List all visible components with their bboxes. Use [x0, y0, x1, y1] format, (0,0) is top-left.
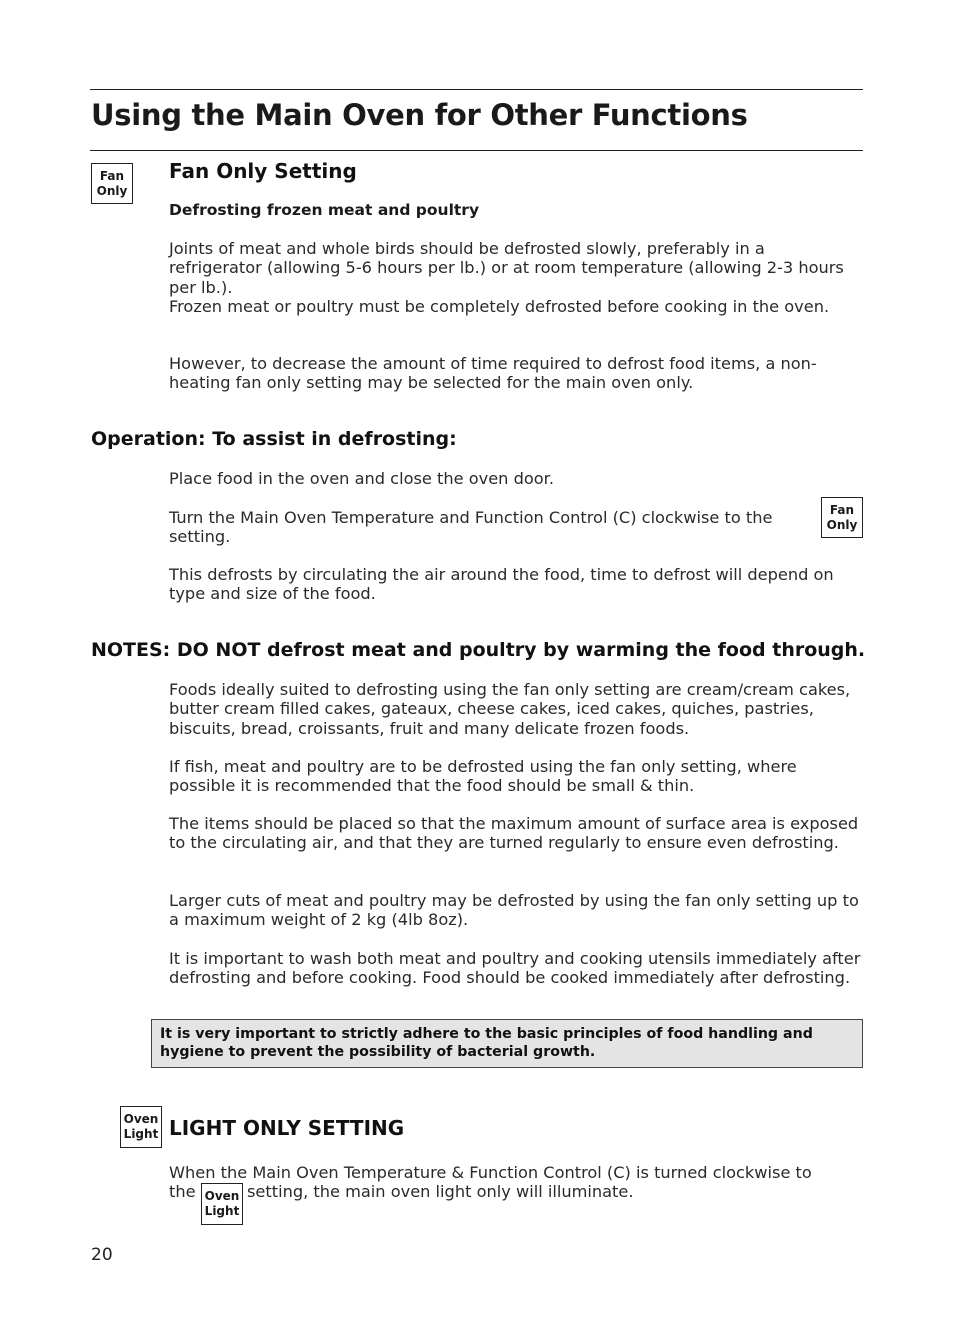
- fan-only-icon-line1: Fan: [99, 168, 125, 183]
- page-title: Using the Main Oven for Other Functions: [91, 98, 748, 132]
- fan-only-inline-line1: Fan: [829, 502, 855, 517]
- fan-only-inline-line2: Only: [826, 517, 858, 532]
- notes-para-1: Foods ideally suited to defrosting using the fan only setting are cream/cream cakes, butter cream filled cakes, gateaux, cheese cakes, iced cakes, quiches, pastries, biscuits, bread, croissants, fruit and many delicate frozen foods.: [169, 680, 851, 738]
- light-line-2-end: setting, the main oven light only will illuminate.: [247, 1182, 634, 1201]
- oven-light-icon-inline: [201, 1183, 243, 1225]
- fan-section-subheading: Defrosting frozen meat and poultry: [169, 201, 480, 219]
- notes-para-3: The items should be placed so that the maximum amount of surface area is exposed to the circulating air, and that they are turned regularly to ensure even defrosting.: [169, 814, 859, 853]
- operation-step-3: This defrosts by circulating the air around the food, time to defrost will depend on type and size of the food.: [169, 565, 834, 604]
- top-rule: [90, 89, 863, 90]
- fan-only-icon-line2: Only: [96, 183, 128, 198]
- notes-para-2: If fish, meat and poultry are to be defrosted using the fan only setting, where possible it is recommended that the food should be small & thin.: [169, 757, 797, 796]
- hygiene-warning-box: It is very important to strictly adhere to the basic principles of food handling and hygiene to prevent the possibility of bacterial growth.: [151, 1019, 863, 1068]
- fan-only-icon-inline: [821, 497, 863, 538]
- light-section-heading: LIGHT ONLY SETTING: [169, 1116, 405, 1140]
- page-number: 20: [91, 1245, 113, 1265]
- operation-step-2-end: setting.: [169, 527, 231, 547]
- fan-section-heading: Fan Only Setting: [169, 159, 357, 183]
- oven-light-icon-line2: Light: [123, 1127, 159, 1141]
- fan-para-2: Frozen meat or poultry must be completely defrosted before cooking in the oven.: [169, 297, 830, 316]
- operation-step-1: Place food in the oven and close the oven door.: [169, 469, 554, 488]
- notes-para-5: It is important to wash both meat and poultry and cooking utensils immediately after defrosting and before cooking. Food should be cooked immediately after defrosting.: [169, 949, 861, 988]
- notes-heading: NOTES: DO NOT defrost meat and poultry by warming the food through.: [91, 639, 866, 661]
- oven-light-icon-line1: Oven: [123, 1112, 159, 1126]
- oven-light-inline-line2: Light: [204, 1204, 240, 1218]
- notes-para-4: Larger cuts of meat and poultry may be defrosted by using the fan only setting up to a maximum weight of 2 kg (4lb 8oz).: [169, 891, 859, 930]
- operation-heading: Operation: To assist in defrosting:: [91, 428, 457, 450]
- operation-step-2-text: Turn the Main Oven Temperature and Function Control (C) clockwise to the: [169, 508, 773, 527]
- operation-step-2: [169, 508, 819, 547]
- fan-only-icon: [91, 163, 133, 204]
- light-line-1: When the Main Oven Temperature & Function Control (C) is turned clockwise to: [169, 1163, 812, 1182]
- oven-light-inline-line1: Oven: [204, 1189, 240, 1203]
- light-line-2-start: the: [169, 1182, 196, 1201]
- oven-light-icon: [120, 1106, 162, 1148]
- fan-para-3: However, to decrease the amount of time required to defrost food items, a non- heating fan only setting may be selected for the main oven only.: [169, 354, 817, 393]
- fan-para-1: Joints of meat and whole birds should be defrosted slowly, preferably in a refrigerator (allowing 5-6 hours per lb.) or at room temperature (allowing 2-3 hours per lb.).: [169, 239, 844, 297]
- title-rule: [90, 150, 863, 151]
